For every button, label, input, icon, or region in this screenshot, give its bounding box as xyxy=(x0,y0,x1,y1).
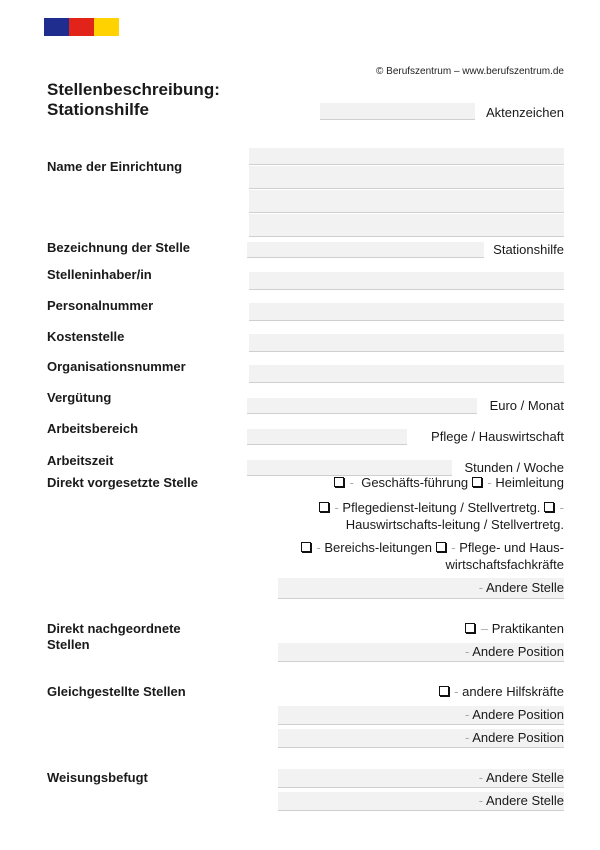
label-nachgeordnet-line-2: Stellen xyxy=(47,637,90,652)
option-bereichsleitungen: Bereichs-leitungen xyxy=(324,540,433,555)
title-line-1: Stellenbeschreibung: xyxy=(47,80,220,99)
weisungsbefugt-andere-2 xyxy=(479,793,564,809)
dash-2: - xyxy=(483,475,496,490)
organisationsnummer-field[interactable] xyxy=(249,365,564,383)
checkbox-fachkraefte[interactable] xyxy=(436,542,446,552)
dash-12: - xyxy=(464,730,473,745)
option-hilfskraefte: andere Hilfskräfte xyxy=(462,684,564,699)
nachgeordnet-row-1 xyxy=(465,621,564,637)
nachgeordnet-andere xyxy=(465,644,564,660)
checkbox-geschaeftsfuehrung[interactable] xyxy=(334,477,344,487)
dash-11: - xyxy=(464,707,473,722)
stelleninhaber-field[interactable] xyxy=(249,272,564,290)
label-nachgeordnet xyxy=(47,621,181,653)
checkbox-hauswirtschaftsleitung[interactable] xyxy=(544,502,554,512)
label-kostenstelle: Kostenstelle xyxy=(47,329,125,344)
option-fachkraefte: Pflege- und Haus- xyxy=(459,540,564,555)
option-praktikanten: Praktikanten xyxy=(491,621,564,636)
verguetung-field[interactable] xyxy=(247,398,477,414)
label-stelleninhaber: Stelleninhaber/in xyxy=(47,267,152,282)
option-pflegedienstleitung: Pflegedienst-leitung / Stellvertretg. xyxy=(342,500,541,515)
dash-1: - xyxy=(346,475,358,490)
label-nachgeordnet-line-1: Direkt nachgeordnete xyxy=(47,621,181,636)
option-weisungsbefugt-andere-2: Andere Stelle xyxy=(485,793,564,808)
dash-10: - xyxy=(450,684,463,699)
dash-7: - xyxy=(478,580,486,595)
dash-8: – xyxy=(477,621,492,636)
einrichtung-field-2[interactable] xyxy=(249,166,564,189)
label-vorgesetzt: Direkt vorgesetzte Stelle xyxy=(47,475,199,490)
dash-3: - xyxy=(330,500,343,515)
option-nachgeordnet-andere: Andere Position xyxy=(472,644,564,659)
logo-red-block xyxy=(69,18,94,36)
label-arbeitsbereich: Arbeitsbereich xyxy=(47,421,139,436)
arbeitsbereich-value: Pflege / Hauswirtschaft xyxy=(431,429,564,444)
label-gleichgestellt: Gleichgestellte Stellen xyxy=(47,684,186,699)
option-gleichgestellt-andere-2: Andere Position xyxy=(472,730,564,745)
einrichtung-field-1[interactable] xyxy=(249,148,564,165)
verguetung-unit: Euro / Monat xyxy=(489,398,564,413)
dash-13: - xyxy=(478,770,486,785)
dash-5: - xyxy=(312,540,325,555)
label-bezeichnung: Bezeichnung der Stelle xyxy=(47,240,191,255)
label-personalnummer: Personalnummer xyxy=(47,298,154,313)
option-gleichgestellt-andere-1: Andere Position xyxy=(472,707,564,722)
gleichgestellt-andere-2 xyxy=(465,730,564,746)
vorgesetzt-row-1 xyxy=(334,475,564,491)
kostenstelle-field[interactable] xyxy=(249,334,564,352)
label-verguetung: Vergütung xyxy=(47,390,112,405)
dash-4: - xyxy=(556,500,564,515)
copyright: © Berufszentrum – www.berufszentrum.de xyxy=(376,66,564,77)
option-weisungsbefugt-andere-1: Andere Stelle xyxy=(485,770,564,785)
gleichgestellt-andere-1 xyxy=(465,707,564,723)
gleichgestellt-row-1 xyxy=(439,684,564,700)
option-geschaeftsfuehrung: Geschäfts-führung xyxy=(361,475,469,490)
vorgesetzt-row-2 xyxy=(319,500,564,516)
checkbox-pflegedienstleitung[interactable] xyxy=(319,502,329,512)
vorgesetzt-row-4 xyxy=(301,540,564,556)
aktenzeichen-field[interactable] xyxy=(320,103,475,120)
vorgesetzt-row-3: Hauswirtschafts-leitung / Stellvertretg. xyxy=(345,517,564,532)
dash-14: - xyxy=(478,793,486,808)
einrichtung-field-3[interactable] xyxy=(249,190,564,213)
arbeitszeit-unit: Stunden / Woche xyxy=(464,460,564,475)
aktenzeichen-label: Aktenzeichen xyxy=(485,105,564,120)
logo-blue-block xyxy=(44,18,69,36)
personalnummer-field[interactable] xyxy=(249,303,564,321)
bezeichnung-field[interactable] xyxy=(247,242,484,258)
checkbox-heimleitung[interactable] xyxy=(472,477,482,487)
vorgesetzt-row-5: wirtschaftsfachkräfte xyxy=(445,557,564,572)
arbeitsbereich-field[interactable] xyxy=(247,429,407,445)
page-title xyxy=(47,80,220,120)
checkbox-hilfskraefte[interactable] xyxy=(439,686,449,696)
label-weisungsbefugt: Weisungsbefugt xyxy=(47,770,148,785)
einrichtung-field-4[interactable] xyxy=(249,214,564,237)
dash-9: - xyxy=(464,644,473,659)
bezeichnung-value: Stationshilfe xyxy=(493,242,564,257)
checkbox-praktikanten[interactable] xyxy=(465,623,475,633)
dash-6: - xyxy=(447,540,460,555)
label-einrichtung: Name der Einrichtung xyxy=(47,159,183,174)
weisungsbefugt-andere-1 xyxy=(479,770,564,786)
checkbox-bereichsleitungen[interactable] xyxy=(301,542,311,552)
option-heimleitung: Heimleitung xyxy=(495,475,564,490)
label-organisationsnummer: Organisationsnummer xyxy=(47,359,186,374)
option-vorgesetzt-andere: Andere Stelle xyxy=(485,580,564,595)
arbeitszeit-field[interactable] xyxy=(247,460,452,476)
logo-yellow-block xyxy=(94,18,119,36)
title-line-2: Stationshilfe xyxy=(47,100,150,119)
vorgesetzt-andere xyxy=(479,580,564,596)
label-arbeitszeit: Arbeitszeit xyxy=(47,453,114,468)
